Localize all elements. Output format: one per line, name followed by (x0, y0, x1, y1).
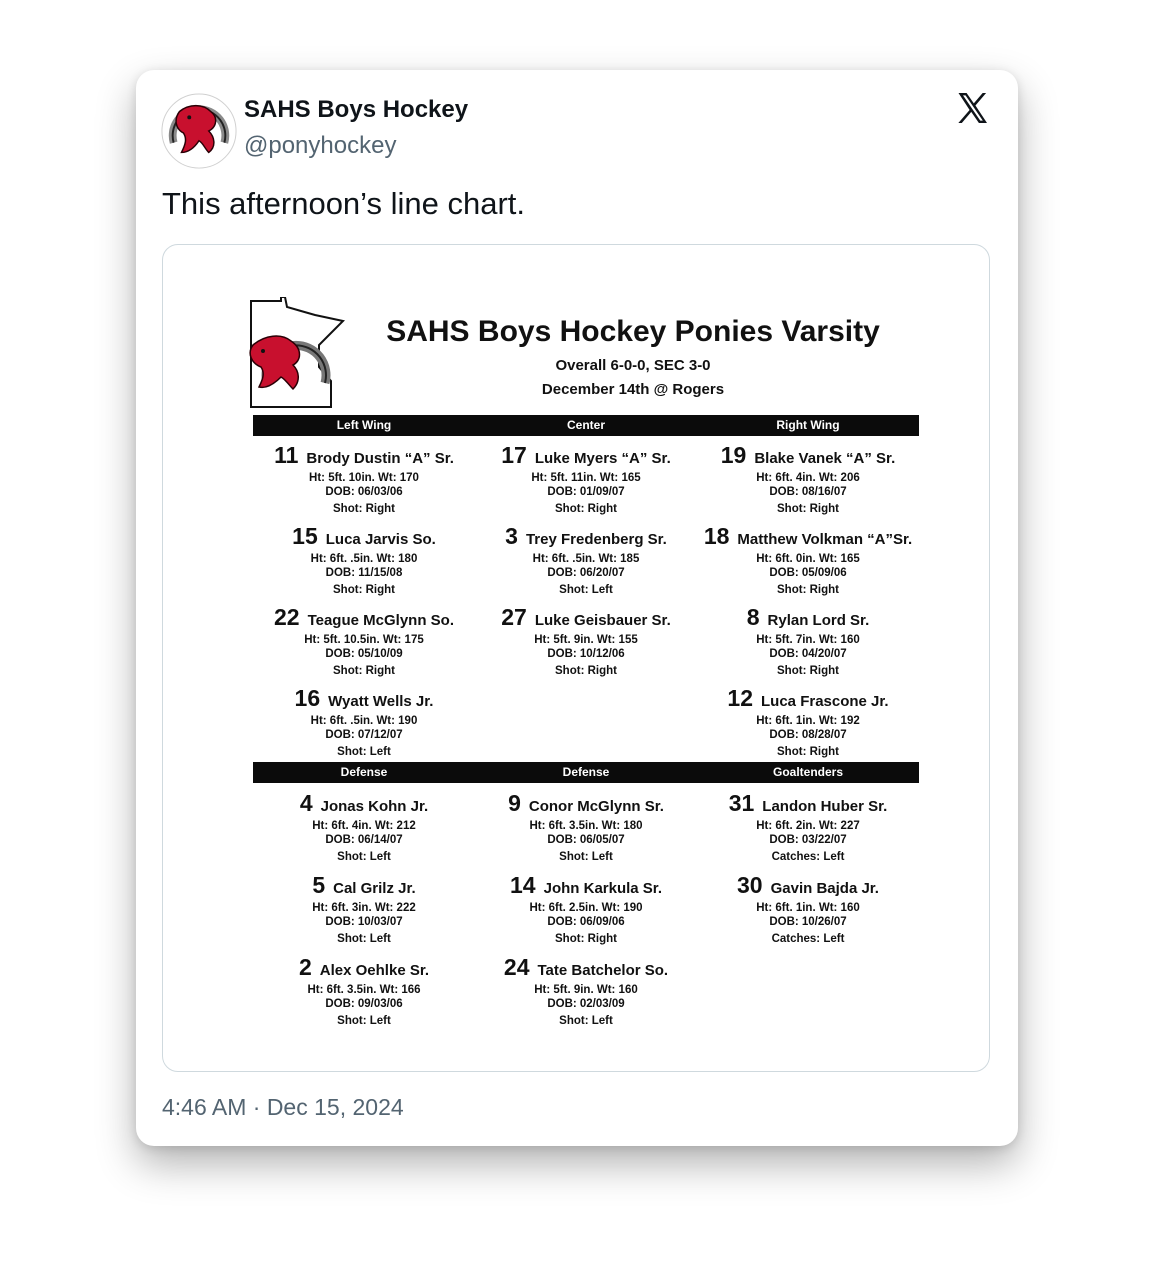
player-card (475, 443, 697, 516)
shot-hand: Shot: Left (559, 584, 613, 596)
date-of-birth: DOB: 06/03/06 (325, 486, 403, 498)
height-weight: Ht: 6ft. 2in. Wt: 227 (756, 820, 860, 832)
team-record: Overall 6-0-0, SEC 3-0 (555, 357, 711, 374)
height-weight: Ht: 5ft. 10.5in. Wt: 175 (304, 634, 424, 646)
shot-hand: Shot: Right (333, 665, 395, 677)
shot-hand: Shot: Right (555, 665, 617, 677)
player-card (697, 524, 919, 597)
date-of-birth: DOB: 01/09/07 (547, 486, 625, 498)
jersey-number: 24 (503, 954, 530, 980)
jersey-number: 18 (703, 523, 730, 549)
jersey-number: 16 (294, 685, 321, 711)
height-weight: Ht: 6ft. 4in. Wt: 212 (312, 820, 416, 832)
tweet-media-image[interactable] (162, 244, 990, 1072)
player-name: Rylan Lord Sr. (767, 612, 870, 629)
height-weight: Ht: 6ft. 4in. Wt: 206 (756, 472, 860, 484)
height-weight: Ht: 5ft. 9in. Wt: 155 (534, 634, 638, 646)
jersey-number: 17 (501, 442, 527, 468)
tweet-card (136, 70, 1018, 1146)
player-name: Brody Dustin “A” Sr. (306, 450, 454, 467)
player-heading (475, 955, 697, 983)
jersey-number: 22 (273, 604, 300, 630)
player-name: Luca Jarvis So. (325, 531, 436, 548)
game-date: December 14th @ Rogers (541, 381, 725, 398)
height-weight: Ht: 6ft. 2.5in. Wt: 190 (529, 902, 643, 914)
player-name: Tate Batchelor So. (537, 962, 669, 979)
player-name: Conor McGlynn Sr. (528, 798, 664, 815)
header-center: Center (566, 418, 605, 432)
shot-hand: Shot: Right (777, 665, 839, 677)
player-name: Blake Vanek “A” Sr. (754, 450, 896, 467)
player-heading (253, 955, 475, 983)
display-name[interactable]: SAHS Boys Hockey (244, 96, 469, 123)
line-chart-sheet (163, 245, 990, 1072)
shot-hand: Catches: Left (771, 933, 845, 945)
player-card (475, 605, 697, 678)
shot-hand: Shot: Left (337, 746, 391, 758)
jersey-number: 4 (299, 790, 313, 816)
sheet-title: SAHS Boys Hockey Ponies Varsity (386, 315, 880, 348)
height-weight: Ht: 6ft. 0in. Wt: 165 (756, 553, 860, 565)
date-of-birth: DOB: 09/03/06 (325, 998, 403, 1010)
player-card (253, 873, 475, 946)
player-name: Gavin Bajda Jr. (770, 880, 879, 897)
player-heading (253, 873, 475, 901)
date-of-birth: DOB: 06/20/07 (547, 567, 625, 579)
forwards-header-bar (253, 415, 919, 436)
height-weight: Ht: 6ft. 3.5in. Wt: 166 (307, 984, 421, 996)
player-name: Jonas Kohn Jr. (320, 798, 429, 815)
header-defense-1: Defense (340, 765, 388, 779)
date-of-birth: DOB: 10/12/06 (547, 648, 625, 660)
height-weight: Ht: 5ft. 7in. Wt: 160 (756, 634, 860, 646)
jersey-number: 11 (274, 442, 299, 468)
player-card (697, 443, 919, 516)
height-weight: Ht: 6ft. 1in. Wt: 192 (756, 715, 860, 727)
shot-hand: Shot: Right (333, 503, 395, 515)
header-goaltenders: Goaltenders (772, 765, 844, 779)
date-of-birth: DOB: 07/12/07 (325, 729, 403, 741)
player-name: Trey Fredenberg Sr. (525, 531, 667, 548)
player-name: Alex Oehlke Sr. (319, 962, 430, 979)
jersey-number: 3 (505, 523, 518, 549)
player-heading (475, 605, 697, 633)
tweet-timestamp[interactable]: 4:46 AM · Dec 15, 2024 (162, 1094, 404, 1120)
date-of-birth: DOB: 10/26/07 (769, 916, 847, 928)
height-weight: Ht: 6ft. .5in. Wt: 180 (310, 553, 418, 565)
shot-hand: Shot: Right (777, 503, 839, 515)
height-weight: Ht: 5ft. 11in. Wt: 165 (531, 472, 641, 484)
date-of-birth: DOB: 08/16/07 (769, 486, 847, 498)
player-heading (253, 443, 475, 471)
x-logo-icon[interactable] (954, 90, 990, 126)
player-name: Wyatt Wells Jr. (328, 693, 434, 710)
shot-hand: Shot: Left (337, 851, 391, 863)
player-heading (697, 524, 919, 552)
player-heading (253, 605, 475, 633)
jersey-number: 30 (737, 872, 763, 898)
player-heading (475, 791, 697, 819)
height-weight: Ht: 5ft. 10in. Wt: 170 (309, 472, 419, 484)
jersey-number: 9 (508, 790, 521, 816)
shot-hand: Shot: Right (777, 746, 839, 758)
player-card (253, 524, 475, 597)
date-of-birth: DOB: 08/28/07 (769, 729, 847, 741)
shot-hand: Shot: Right (333, 584, 395, 596)
shot-hand: Shot: Right (777, 584, 839, 596)
player-name: Teague McGlynn So. (307, 612, 454, 629)
date-of-birth: DOB: 02/03/09 (547, 998, 625, 1010)
height-weight: Ht: 6ft. 1in. Wt: 160 (756, 902, 860, 914)
height-weight: Ht: 5ft. 9in. Wt: 160 (534, 984, 638, 996)
player-card (475, 873, 697, 946)
jersey-number: 14 (510, 872, 536, 898)
tweet-text: This afternoon’s line chart. (162, 186, 526, 221)
player-name: John Karkula Sr. (543, 880, 662, 897)
date-of-birth: DOB: 05/10/09 (325, 648, 403, 660)
player-card (697, 873, 919, 946)
player-heading (475, 873, 697, 901)
pony-logo-avatar[interactable] (160, 92, 238, 170)
shot-hand: Catches: Left (771, 851, 845, 863)
shot-hand: Shot: Left (559, 1015, 613, 1027)
shot-hand: Shot: Right (555, 933, 617, 945)
player-card (475, 791, 697, 864)
jersey-number: 31 (728, 790, 755, 816)
date-of-birth: DOB: 10/03/07 (325, 916, 403, 928)
date-of-birth: DOB: 06/09/06 (547, 916, 625, 928)
player-heading (253, 686, 475, 714)
backs-header-bar (253, 762, 919, 783)
player-heading (253, 791, 475, 819)
player-card (253, 686, 475, 759)
shot-hand: Shot: Left (337, 1015, 391, 1027)
player-card (253, 443, 475, 516)
player-card (253, 955, 475, 1028)
jersey-number: 2 (298, 954, 312, 980)
player-card (697, 686, 919, 759)
user-handle[interactable]: @ponyhockey (244, 132, 397, 159)
player-heading (475, 443, 697, 471)
player-name: Luca Frascone Jr. (761, 693, 889, 710)
jersey-number: 19 (720, 442, 747, 468)
player-heading (697, 686, 919, 714)
player-name: Luke Myers “A” Sr. (534, 450, 671, 467)
date-of-birth: DOB: 06/05/07 (547, 834, 625, 846)
player-card (253, 791, 475, 864)
shot-hand: Shot: Left (559, 851, 613, 863)
player-heading (697, 443, 919, 471)
player-card (697, 791, 919, 864)
header-left-wing: Left Wing (336, 418, 392, 432)
player-name: Luke Geisbauer Sr. (534, 612, 671, 629)
height-weight: Ht: 6ft. 3in. Wt: 222 (312, 902, 416, 914)
player-heading (697, 873, 919, 901)
header-defense-2: Defense (562, 765, 610, 779)
player-card (253, 605, 475, 678)
player-heading (475, 524, 697, 552)
date-of-birth: DOB: 04/20/07 (769, 648, 847, 660)
header-right-wing: Right Wing (776, 418, 840, 432)
shot-hand: Shot: Left (337, 933, 391, 945)
player-name: Matthew Volkman “A”Sr. (737, 531, 913, 548)
date-of-birth: DOB: 06/14/07 (325, 834, 403, 846)
date-of-birth: DOB: 11/15/08 (325, 567, 403, 579)
shot-hand: Shot: Right (555, 503, 617, 515)
jersey-number: 27 (501, 604, 527, 630)
player-card (475, 524, 697, 597)
height-weight: Ht: 6ft. 3.5in. Wt: 180 (529, 820, 643, 832)
player-name: Landon Huber Sr. (762, 798, 888, 815)
player-heading (697, 605, 919, 633)
jersey-number: 5 (312, 872, 326, 898)
player-heading (697, 791, 919, 819)
player-card (697, 605, 919, 678)
date-of-birth: DOB: 03/22/07 (769, 834, 847, 846)
height-weight: Ht: 6ft. .5in. Wt: 185 (532, 553, 640, 565)
height-weight: Ht: 6ft. .5in. Wt: 190 (310, 715, 418, 727)
date-of-birth: DOB: 05/09/06 (769, 567, 847, 579)
player-card (475, 955, 697, 1028)
jersey-number: 15 (292, 523, 318, 549)
player-name: Cal Grilz Jr. (333, 880, 416, 897)
jersey-number: 8 (746, 604, 760, 630)
player-heading (253, 524, 475, 552)
jersey-number: 12 (727, 685, 754, 711)
